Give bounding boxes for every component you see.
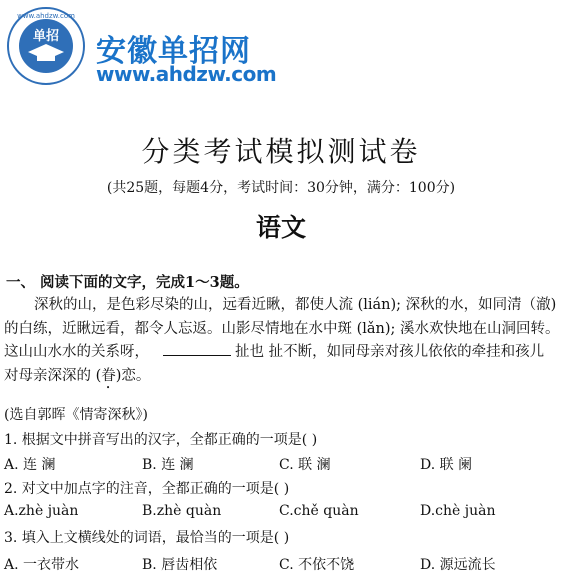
passage-line: 深秋的山，是色彩尽染的山，远看近瞅，都使人流 (lián); 深秋的水，如同清（澈) xyxy=(34,297,557,313)
option-d[interactable]: D. 源远流长 xyxy=(420,557,496,573)
passage-text: 对母亲深深的 ( xyxy=(4,367,102,384)
option-c[interactable]: C. 不依不饶 xyxy=(279,557,355,573)
passage-text: 这山山水水的关系呀， xyxy=(4,344,149,360)
question-stem: 3. 填入上文横线处的词语，最恰当的一项是( ) xyxy=(4,530,290,546)
option-d[interactable]: D.chè juàn xyxy=(420,503,496,519)
option-a[interactable]: A. 一衣带水 xyxy=(4,557,80,573)
option-a[interactable]: A. 连 澜 xyxy=(4,457,56,473)
option-c[interactable]: C. 联 澜 xyxy=(279,457,331,473)
section-heading: 一、 阅读下面的文字，完成1～3题。 xyxy=(6,274,249,291)
site-name: 安徽单招网 xyxy=(96,34,251,69)
question-stem: 2. 对文中加点字的注音，全都正确的一项是( ) xyxy=(4,481,290,497)
option-c[interactable]: C.chě quàn xyxy=(279,503,359,519)
reading-passage xyxy=(4,294,560,392)
passage-text: 扯也 扯不断，如同母亲对孩儿依依的牵挂和孩儿 xyxy=(235,344,545,360)
college-badge-icon xyxy=(6,6,86,86)
passage-line: 的白练，近瞅远看，都令人忘返。山影尽情地在水中斑 (lǎn); 溪水欢快地在山洞回转。 xyxy=(4,320,560,337)
subject-heading: 语文 xyxy=(255,213,306,242)
passage-line xyxy=(4,341,554,365)
fill-blank xyxy=(163,341,231,356)
site-url[interactable]: www.ahdzw.com xyxy=(96,62,277,86)
question-stem: 1. 根据文中拼音写出的汉字，全都正确的一项是( ) xyxy=(4,432,318,448)
badge-ring-text: www.ahdzw.com xyxy=(17,12,75,20)
site-logo[interactable] xyxy=(6,6,276,86)
option-b[interactable]: B. 唇齿相依 xyxy=(142,557,218,573)
exam-title: 分类考试模拟测试卷 xyxy=(141,135,421,168)
passage-text: )恋。 xyxy=(115,367,151,384)
option-b[interactable]: B. 连 澜 xyxy=(142,457,194,473)
option-a[interactable]: A.zhè juàn xyxy=(4,503,79,519)
badge-text: 单招 xyxy=(32,29,60,44)
option-b[interactable]: B.zhè quàn xyxy=(142,503,222,519)
passage-source: (选自郭晖《情寄深秋》) xyxy=(4,407,148,423)
option-d[interactable]: D. 联 阑 xyxy=(420,457,473,473)
passage-line xyxy=(4,365,554,392)
dotted-char: 眷 xyxy=(101,367,116,384)
exam-info: (共25题，每题4分，考试时间：30分钟，满分：100分) xyxy=(106,180,456,196)
